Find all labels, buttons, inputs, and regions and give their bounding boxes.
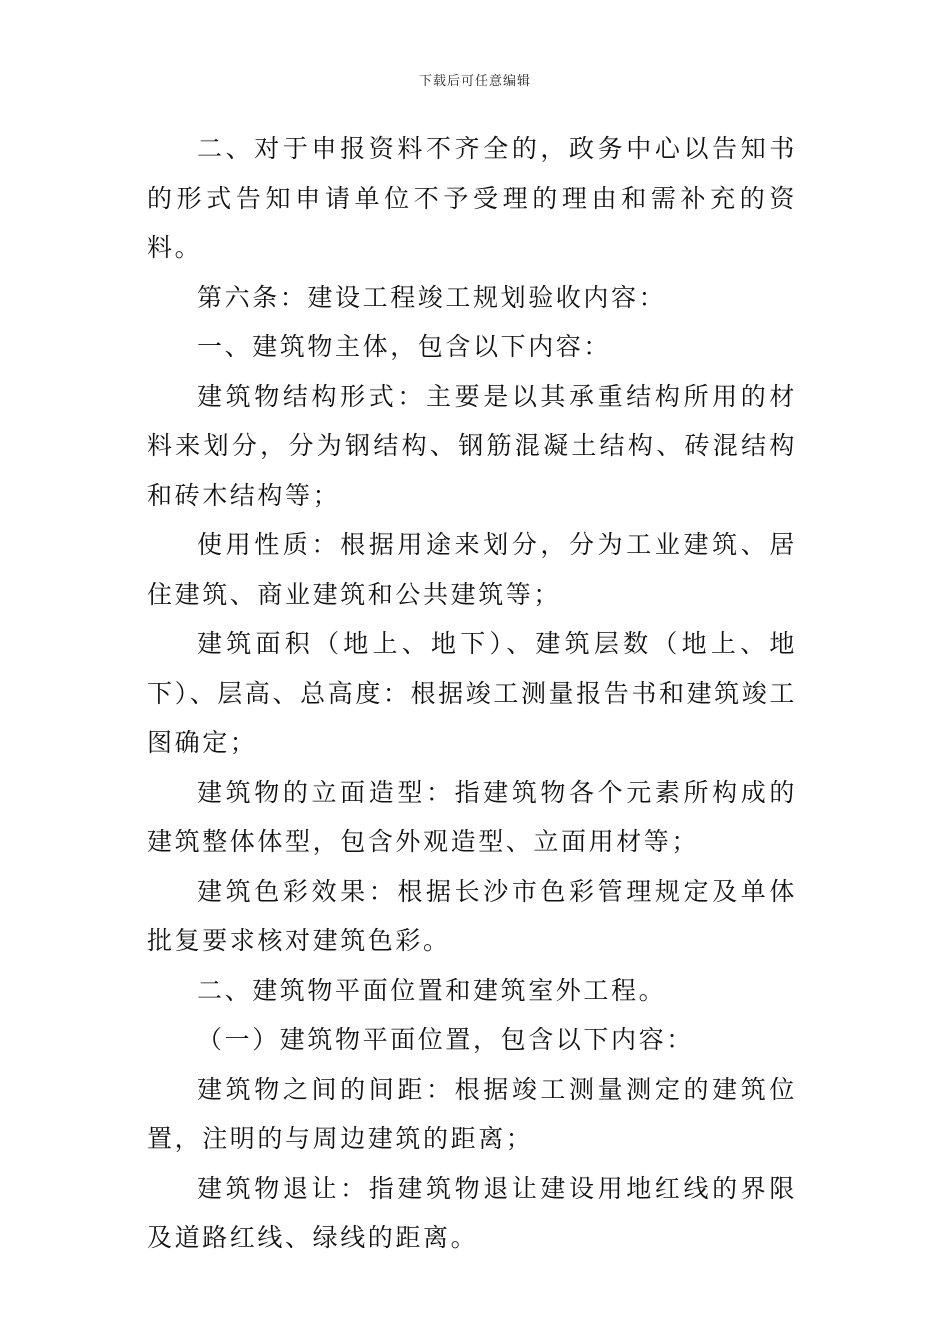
paragraph-article-six: 第六条：建设工程竣工规划验收内容： <box>197 282 667 312</box>
paragraph-usage-nature: 使用性质：根据用途来划分，分为工业建筑、居住建筑、商业建筑和公共建筑等； <box>147 530 797 609</box>
paragraph-plan-position-items: （一）建筑物平面位置，包含以下内容： <box>197 1025 694 1054</box>
page-header: 下载后可任意编辑 <box>418 74 531 89</box>
paragraph-color-effect: 建筑色彩效果：根据长沙市色彩管理规定及单体批复要求核对建筑色彩。 <box>147 876 797 955</box>
paragraph-incomplete-materials: 二、对于申报资料不齐全的，政务中心以告知书的形式告知申请单位不予受理的理由和需补充的资料。 <box>147 134 797 262</box>
document-body <box>147 124 797 1263</box>
paragraph-facade-shape: 建筑物的立面造型：指建筑物各个元素所构成的建筑整体体型，包含外观造型、立面用材等； <box>147 777 797 856</box>
paragraph-floor-area: 建筑面积（地上、地下）、建筑层数（地上、地下）、层高、总高度：根据竣工测量报告书和建筑竣工图确定； <box>147 629 797 757</box>
paragraph-building-spacing: 建筑物之间的间距：根据竣工测量测定的建筑位置，注明的与周边建筑的距离； <box>147 1074 797 1153</box>
paragraph-building-setback: 建筑物退让：指建筑物退让建设用地红线的界限及道路红线、绿线的距离。 <box>147 1173 797 1252</box>
paragraph-plan-position: 二、建筑物平面位置和建筑室外工程。 <box>197 975 667 1005</box>
paragraph-structure-form: 建筑物结构形式：主要是以其承重结构所用的材料来划分，分为钢结构、钢筋混凝土结构、砖混结构和砖木结构等； <box>147 381 797 510</box>
paragraph-building-body: 一、建筑物主体，包含以下内容： <box>197 332 612 361</box>
